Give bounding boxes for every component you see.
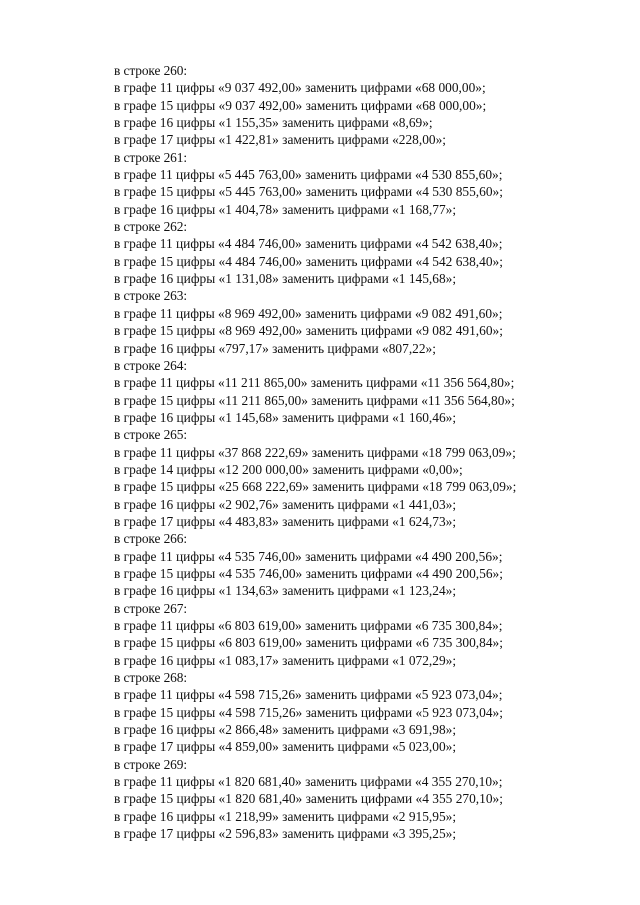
amendment-line: в графе 15 цифры «9 037 492,00» заменить цифрами «68 000,00»; [114,97,487,113]
amendment-line: в графе 16 цифры «2 902,76» заменить цифрами «1 441,03»; [114,496,457,512]
amendment-line: в графе 11 цифры «37 868 222,69» заменить цифрами «18 799 063,09»; [114,444,516,460]
row-heading-262: в строке 262: [114,219,187,235]
amendment-line: в графе 15 цифры «4 484 746,00» заменить цифрами «4 542 638,40»; [114,253,503,269]
amendment-line: в графе 16 цифры «1 131,08» заменить цифрами «1 145,68»; [114,271,457,287]
amendment-line: в графе 16 цифры «1 134,63» заменить цифрами «1 123,24»; [114,583,457,599]
amendment-line: в графе 11 цифры «4 535 746,00» заменить цифрами «4 490 200,56»; [114,548,503,564]
amendment-line: в графе 15 цифры «6 803 619,00» заменить цифрами «6 735 300,84»; [114,635,503,651]
amendment-line: в графе 11 цифры «6 803 619,00» заменить цифрами «6 735 300,84»; [114,618,503,633]
amendment-line: в графе 17 цифры «4 483,83» заменить цифрами «1 624,73»; [114,513,457,529]
amendment-line: в графе 16 цифры «1 145,68» заменить цифрами «1 160,46»; [114,409,457,425]
row-heading-260: в строке 260: [114,63,187,78]
amendment-line: в графе 11 цифры «4 598 715,26» заменить цифрами «5 923 073,04»; [114,687,503,703]
row-heading-268: в строке 268: [114,670,187,686]
amendment-line: в графе 15 цифры «1 820 681,40» заменить цифрами «4 355 270,10»; [114,791,503,807]
amendment-line: в графе 15 цифры «8 969 492,00» заменить цифрами «9 082 491,60»; [114,323,503,339]
row-heading-265: в строке 265: [114,427,187,443]
amendment-line: в графе 16 цифры «2 866,48» заменить цифрами «3 691,98»; [114,722,457,738]
amendment-line: в графе 15 цифры «11 211 865,00» заменить цифрами «11 356 564,80»; [114,392,515,408]
amendment-line: в графе 11 цифры «9 037 492,00» заменить цифрами «68 000,00»; [114,80,486,96]
amendment-line: в графе 17 цифры «4 859,00» заменить цифрами «5 023,00»; [114,739,457,755]
amendment-line: в графе 11 цифры «8 969 492,00» заменить цифрами «9 082 491,60»; [114,305,503,321]
amendment-line: в графе 16 цифры «797,17» заменить цифрами «807,22»; [114,340,436,356]
row-heading-261: в строке 261: [114,149,187,165]
row-heading-266: в строке 266: [114,531,187,547]
amendment-line: в графе 14 цифры «12 200 000,00» заменить цифрами «0,00»; [114,461,463,477]
row-heading-264: в строке 264: [114,357,187,373]
amendment-line: в графе 16 цифры «1 155,35» заменить цифрами «8,69»; [114,115,433,131]
amendment-line: в графе 11 цифры «5 445 763,00» заменить цифрами «4 530 855,60»; [114,167,503,183]
amendment-line: в графе 11 цифры «1 820 681,40» заменить цифрами «4 355 270,10»; [114,774,503,790]
row-heading-267: в строке 267: [114,600,187,616]
amendment-line: в графе 15 цифры «5 445 763,00» заменить цифрами «4 530 855,60»; [114,184,503,200]
amendment-line: в графе 17 цифры «1 422,81» заменить цифрами «228,00»; [114,132,447,148]
amendment-line: в графе 15 цифры «4 598 715,26» заменить цифрами «5 923 073,04»; [114,704,503,720]
amendment-line: в графе 17 цифры «2 596,83» заменить цифрами «3 395,25»; [114,826,457,842]
row-heading-269: в строке 269: [114,756,187,772]
row-heading-263: в строке 263: [114,288,187,304]
amendment-line: в графе 16 цифры «1 404,78» заменить цифрами «1 168,77»; [114,201,457,217]
amendment-line: в графе 11 цифры «11 211 865,00» заменить цифрами «11 356 564,80»; [114,375,515,391]
document-body [114,62,614,842]
amendment-line: в графе 11 цифры «4 484 746,00» заменить цифрами «4 542 638,40»; [114,236,503,252]
amendment-line: в графе 16 цифры «1 218,99» заменить цифрами «2 915,95»; [114,808,457,824]
amendment-line: в графе 15 цифры «4 535 746,00» заменить цифрами «4 490 200,56»; [114,565,503,581]
amendment-line: в графе 16 цифры «1 083,17» заменить цифрами «1 072,29»; [114,652,457,668]
amendment-line: в графе 15 цифры «25 668 222,69» заменить цифрами «18 799 063,09»; [114,479,517,495]
